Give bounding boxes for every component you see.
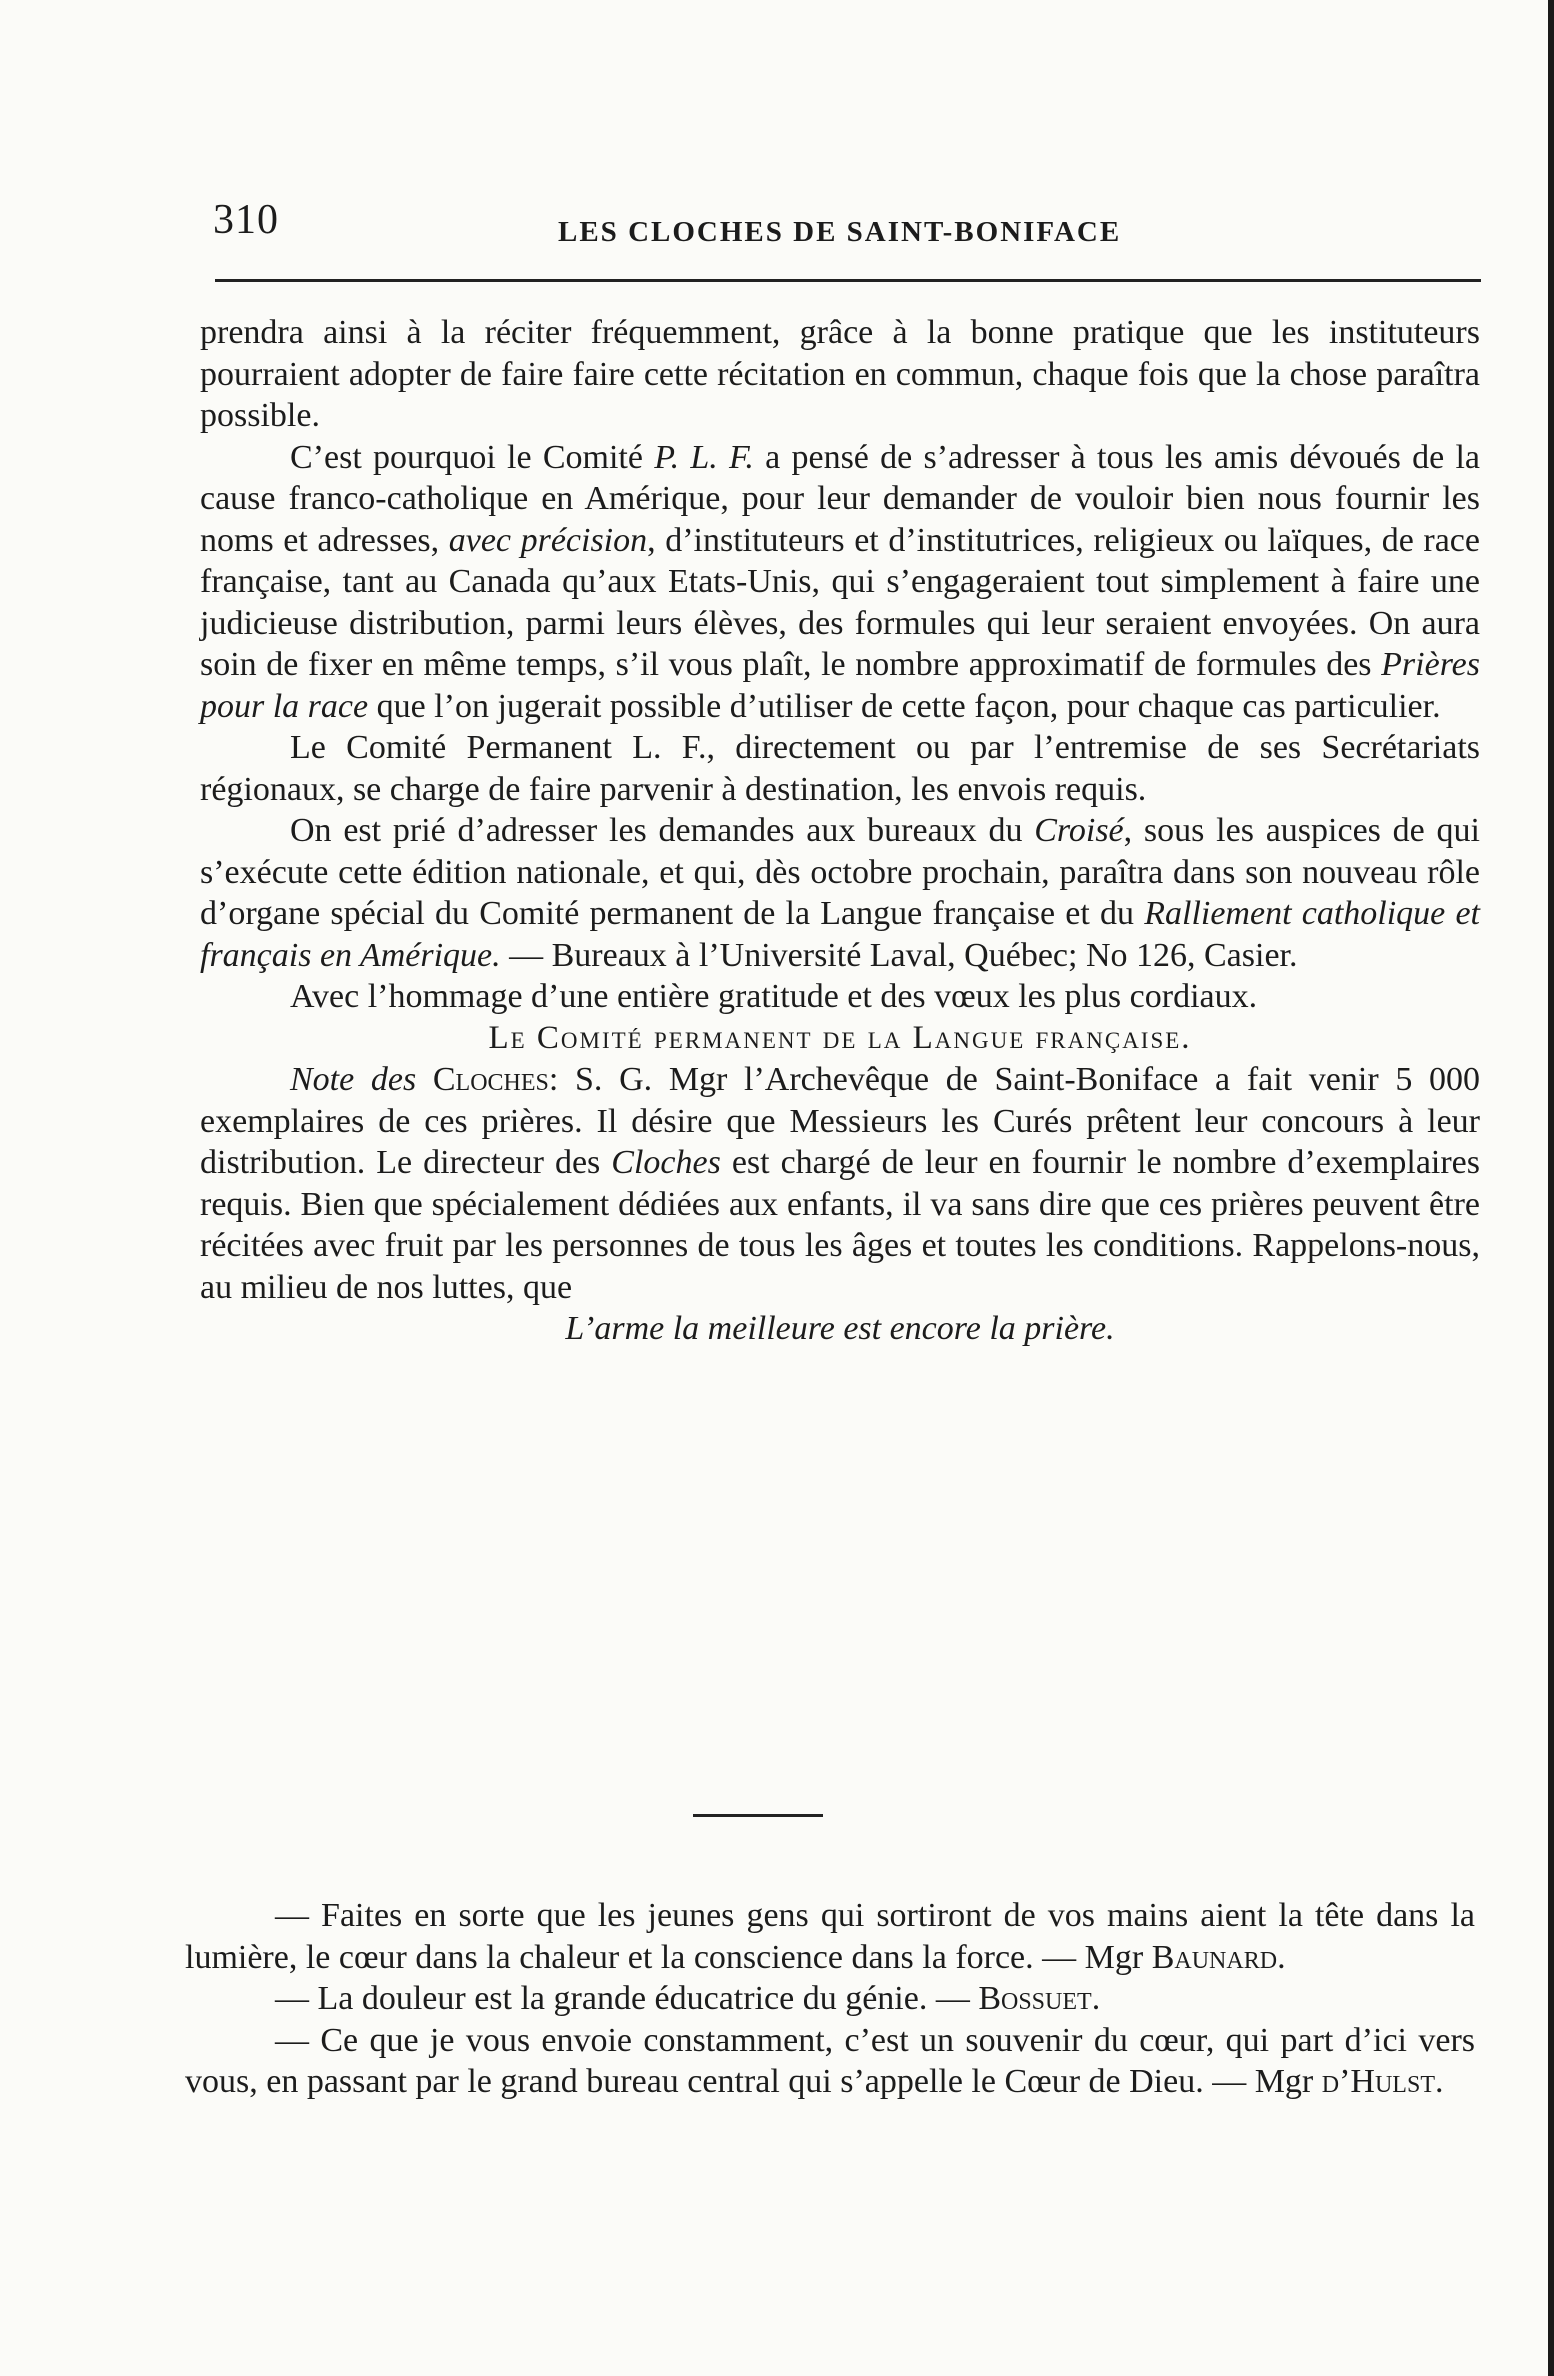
paragraph-text: prendra ainsi à la réciter fréquemment, grâce à la bonne pratique que les instituteurs pourraient adopter de faire faire cette récitation en commun, chaque fois que la chose paraîtra possible. — [200, 314, 1480, 434]
quote-end: . — [1277, 1938, 1286, 1976]
page-edge-shadow — [1548, 0, 1554, 2376]
quote-text: — Faites en sorte que les jeunes gens qui sortiront de vos mains aient la tête dans la lumière, le cœur dans la chaleur et la conscience dans la force. — Mgr — [185, 1897, 1475, 1976]
paragraph-continuation — [200, 312, 1480, 437]
quote-item — [185, 1895, 1475, 1978]
quote-end: . — [1434, 2063, 1444, 2100]
paragraph-bureaux — [200, 810, 1480, 976]
italic-text: Note des — [290, 1061, 433, 1098]
quote-item — [185, 1978, 1475, 2020]
quote-author: Bossuet — [978, 1980, 1092, 2017]
paragraph-text: C’est pourquoi le Comité — [290, 438, 655, 476]
paragraph-permanent — [200, 727, 1480, 810]
quote-item — [185, 2020, 1475, 2103]
italic-text: P. L. F. — [654, 438, 754, 476]
paragraph-text: , d’instituteurs et d’institutrices, religieux ou laïques, de race française, tant au Canada qu’aux Etats-Unis, qui s’engageraient tout simplement à faire une judicieuse distribution, parmi leurs élèves, des formules qui leur seraient envoyées. On aura soin de fixer en même temps, s’il vous plaît, le nombre approximatif de formules des — [200, 521, 1480, 683]
quote-author: d’Hulst — [1321, 2063, 1435, 2100]
running-head: LES CLOCHES DE SAINT-BONIFACE — [558, 216, 1122, 248]
italic-text: Cloches — [611, 1144, 721, 1181]
paragraph-text: Avec l’hommage d’une entière gratitude et des vœux les plus cordiaux. — [290, 978, 1258, 1015]
paragraph-hommage — [200, 976, 1480, 1018]
paragraph-note — [200, 1059, 1480, 1308]
quote-text: — Ce que je vous envoie constamment, c’est un souvenir du cœur, qui part d’ici vers vous, en passant par le grand bureau central qui s’appelle le Cœur de Dieu. — Mgr — [185, 2021, 1475, 2100]
motto: L’arme la meilleure est encore la prière. — [565, 1310, 1115, 1347]
small-caps-text: Cloches — [432, 1061, 549, 1098]
paragraph-text: Le Comité Permanent L. F., directement ou par l’entremise de ses Secrétariats régionaux, se charge de faire parvenir à destination, les envois requis. — [200, 729, 1480, 808]
paragraph-text: , sous les auspices de qui s’exécute cette édition nationale, et qui, dès octobre prochain, paraîtra dans son nouveau rôle d’organe spécial du Comité permanent de la Langue française et du — [200, 812, 1480, 932]
paragraph-text: est chargé de leur en fournir le nombre d’exemplaires requis. Bien que spécialement dédiées aux enfants, il va sans dire que ces prières peuvent être récitées avec fruit par les personnes de tous les âges et toutes les conditions. Rappelons-nous, au milieu de nos luttes, que — [200, 1144, 1480, 1306]
italic-text: Ralliement catholique et français en Amérique. — [200, 895, 1480, 974]
quote-author: Baunard — [1151, 1938, 1278, 1976]
page-header — [213, 196, 1483, 266]
quotes-section — [185, 1895, 1475, 2103]
paragraph-comite — [200, 437, 1480, 728]
header-rule — [215, 279, 1481, 282]
quote-text: — La douleur est la grande éducatrice du génie. — — [275, 1980, 979, 2017]
paragraph-text: que l’on jugerait possible d’utiliser de cette façon, pour chaque cas particulier. — [368, 687, 1441, 725]
signature: Le Comité permanent de la Langue française. — [488, 1019, 1192, 1056]
section-separator — [693, 1814, 823, 1817]
italic-text: avec précision — [448, 521, 648, 559]
quote-end: . — [1091, 1980, 1101, 2017]
page-number: 310 — [213, 197, 279, 243]
paragraph-text: a pensé de s’adresser à tous les amis dévoués de la cause franco-catholique en Amérique, pour leur demander de vouloir bien nous fournir les noms et adresses, — [200, 438, 1480, 559]
italic-text: Croisé — [1034, 812, 1124, 849]
body-text — [200, 312, 1480, 1350]
paragraph-text: On est prié d’adresser les demandes aux bureaux du — [290, 812, 1035, 849]
italic-text: Prières pour la race — [200, 646, 1480, 725]
paragraph-text: — Bureaux à l’Université Laval, Québec; No 126, Casier. — [500, 936, 1298, 974]
paragraph-text: : S. G. Mgr l’Archevêque de Saint-Boniface a fait venir 5 000 exemplaires de ces prières. Il désire que Messieurs les Curés prêtent leur concours à leur distribution. Le directeur des — [200, 1061, 1480, 1181]
